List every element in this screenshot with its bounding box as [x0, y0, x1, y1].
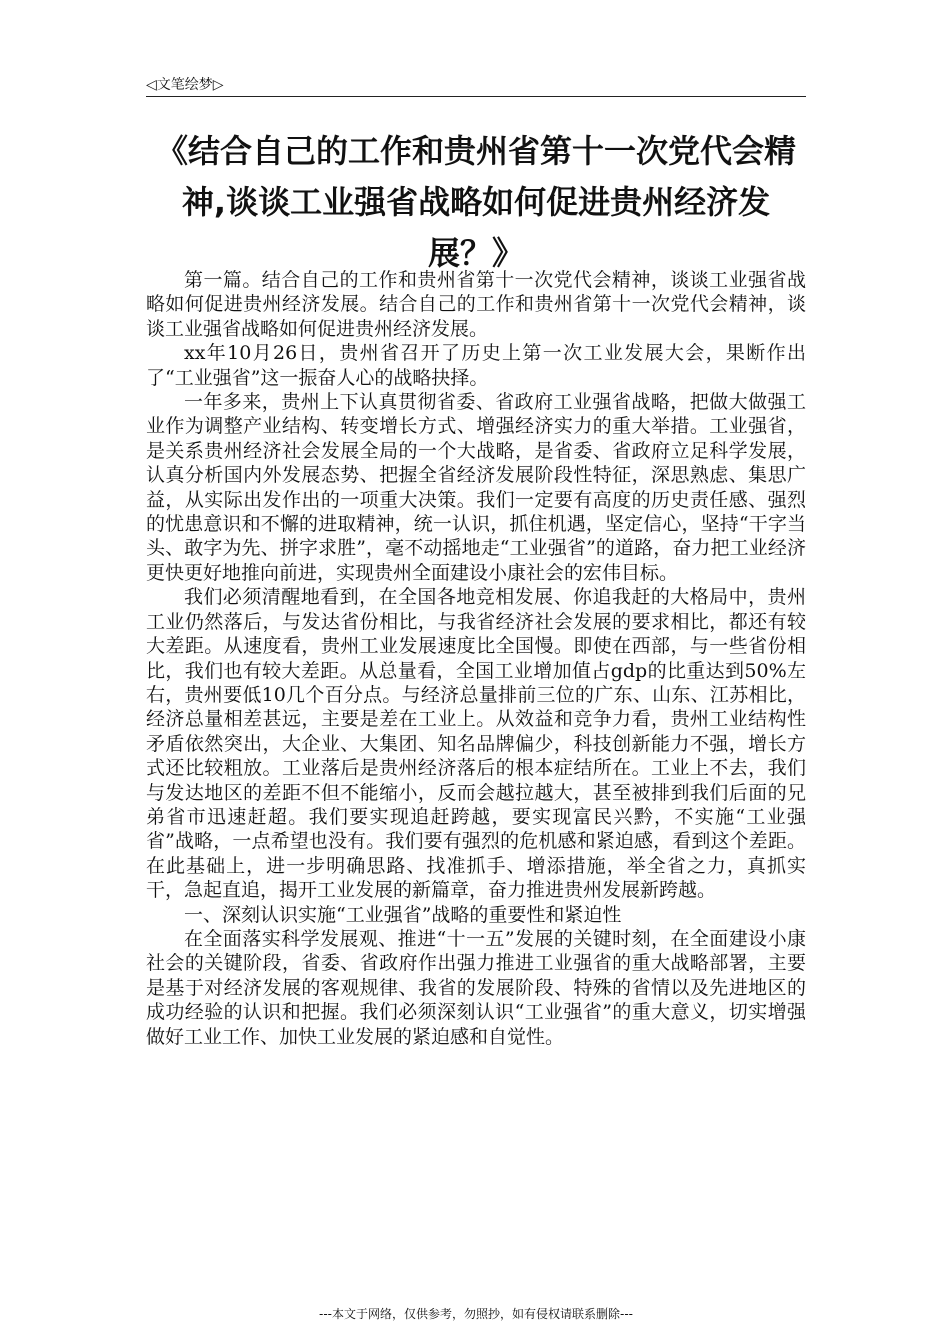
paragraph: 我们必须清醒地看到，在全国各地竞相发展、你追我赶的大格局中，贵州工业仍然落后，与发达省份相比，与我省经济社会发展的要求相比，都还有较大差距。从速度看，贵州工业发展速度比全国慢。即使在西部，与一些省份相比，我们也有较大差距。从总量看，全国工业增加值占gdp的比重达到50%左右，贵州要低10几个百分点。与经济总量排前三位的广东、山东、江苏相比，经济总量相差甚远，主要是差在工业上。从效益和竞争力看，贵州工业结构性矛盾依然突出，大企业、大集团、知名品牌偏少，科技创新能力不强，增长方式还比较粗放。工业落后是贵州经济落后的根本症结所在。工业上不去，我们与发达地区的差距不但不能缩小，反而会越拉越大，甚至被排到我们后面的兄弟省市迅速赶超。我们要实现追赶跨越，要实现富民兴黔，不实施“工业强省”战略，一点希望也没有。我们要有强烈的危机感和紧迫感，看到这个差距。在此基础上，进一步明确思路、找准抓手、增添措施，举全省之力，真抓实干，急起直追，揭开工业发展的新篇章，奋力推进贵州发展新跨越。 — [146, 586, 806, 902]
section-heading: 一、深刻认识实施“工业强省”战略的重要性和紧迫性 — [184, 903, 622, 926]
paragraph: xx年10月26日，贵州省召开了历史上第一次工业发展大会，果断作出了“工业强省”这一振奋人心的战略抉择。 — [146, 342, 806, 389]
paragraph: 一年多来，贵州上下认真贯彻省委、省政府工业强省战略，把做大做强工业作为调整产业结构、转变增长方式、增强经济实力的重大举措。工业强省，是关系贵州经济社会发展全局的一个大战略，是省委、省政府立足科学发展，认真分析国内外发展态势、把握全省经济发展阶段性特征，深思熟虑、集思广益，从实际出发作出的一项重大决策。我们一定要有高度的历史责任感、强烈的忧患意识和不懈的进取精神，统一认识，抓住机遇，坚定信心，坚持“干字当头、敢字为先、拼字求胜”，毫不动摇地走“工业强省”的道路，奋力把工业经济更快更好地推向前进，实现贵州全面建设小康社会的宏伟目标。 — [146, 391, 806, 584]
header-divider — [146, 96, 806, 97]
footer-disclaimer: ---本文于网络，仅供参考，勿照抄，如有侵权请联系删除--- — [319, 1307, 633, 1321]
paragraph: 第一篇。结合自己的工作和贵州省第十一次党代会精神，谈谈工业强省战略如何促进贵州经济发展。结合自己的工作和贵州省第十一次党代会精神，谈谈工业强省战略如何促进贵州经济发展。 — [146, 269, 806, 340]
document-body — [146, 268, 806, 1049]
header-brand: ◁文笔绘梦▷ — [146, 77, 224, 93]
paragraph: 在全面落实科学发展观、推进“十一五”发展的关键时刻，在全面建设小康社会的关键阶段，省委、省政府作出强力推进工业强省的重大战略部署，主要是基于对经济发展的客观规律、我省的发展阶段、特殊的省情以及先进地区的成功经验的认识和把握。我们必须深刻认识“工业强省”的重大意义，切实增强做好工业工作、加快工业发展的紧迫感和自觉性。 — [146, 927, 806, 1048]
document-title: 《结合自己的工作和贵州省第十一次党代会精神,谈谈工业强省战略如何促进贵州经济发展？》 — [155, 132, 796, 272]
